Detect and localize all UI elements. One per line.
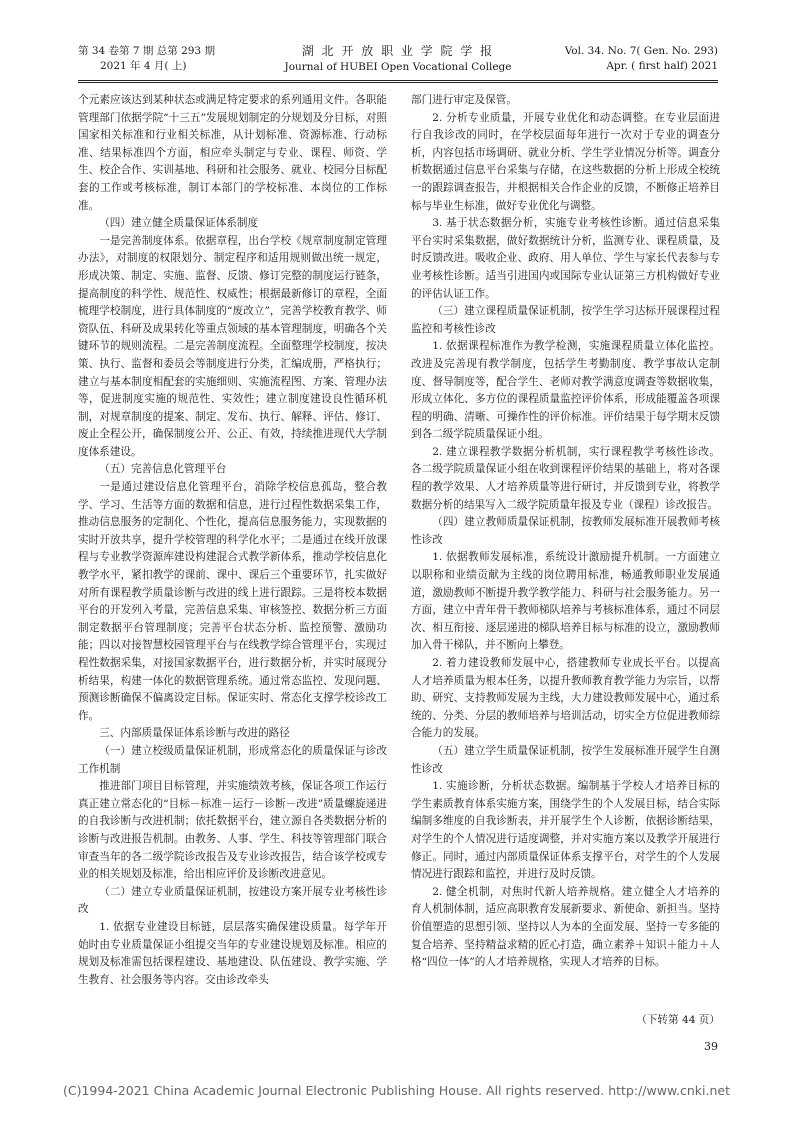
right-column	[411, 92, 720, 972]
paragraph: 3. 基于状态数据分析，实施专业考核性诊断。通过信息采集平台实时采集数据，做好数据统计分析，监测专业、课程质量，及时反馈改进。吸收企业、政府、用人单位、学生与家长代表参与专业考核性诊断。适当引进国内或国际专业认证第三方机构做好专业的评估认证工作。	[411, 217, 720, 300]
paragraph: 1. 实施诊断，分析状态数据。编制基于学校人才培养目标的学生素质教育体系实施方案，围绕学生的个人发展目标，结合实际编制多维度的自我诊断表，并开展学生个人诊断，依据诊断结果，对学生的个人情况进行适度调整，并对实施方案以及教学开展进行修正。同时，通过内部质量保证体系支撑平台，对学生的个人发展情况进行跟踪和监控，并进行及时反馈。	[411, 780, 720, 881]
paragraph: 1. 依据教师发展标准，系统设计激励提升机制。一方面建立以职称和业绩贡献为主线的岗位聘用标准，畅通教师职业发展通道，激励教师不断提升教学教学能力、科研与社会服务能力。另一方面，建立中青年骨干教师梯队培养与考核标准体系，通过不同层次、相互衔接、逐层递进的梯队培养目标与标准的设立，激励教师加入骨干梯队，并不断向上攀登。	[411, 551, 720, 652]
volume-issue-en: Vol. 34. No. 7( Gen. No. 293)	[564, 45, 718, 57]
paragraph: 一是完善制度体系。依据章程，出台学校《规章制度制定管理办法》，对制度的权限划分、制定程序和适用规则做出统一规定，形成决策、制定、实施、监督、反馈、修订完整的制度运行链条，提高制度的科学性、规范性、权威性；根据最新修订的章程，全面梳理学校制度，进行具体制度的“废改立”，完善学校教育教学、师资队伍、科研及成果转化等重点领域的基本管理制度，明确各个关键环节的规则流程。二是完善制度流程。全面整理学校制度，按决策、执行、监督和委员会等制度进行分类，汇编成册，严格执行；建立与基本制度相配套的实施细则、实施流程图、方案、管理办法等，促进制度实施的规范性、实效性；建立制度建设良性循环机制，对规章制度的提案、制定、发布、执行、解释、评估、修订、废止全程公开，确保制度公开、公正、有效，持续推进现代大学制度体系建设。	[78, 234, 387, 458]
copyright-footer: (C)1994-2021 China Academic Journal Electronic Publishing House. All rights reserved. http://www.cnki.net	[63, 1083, 730, 1098]
running-header	[78, 44, 718, 84]
paragraph: 1. 依据专业建设目标链，层层落实确保建设质量。每学年开始时由专业质量保证小组提交当年的专业建设规划及标准。相应的规划及标准需包括课程建设、基地建设、队伍建设、教学实施、学生教育、社会服务等内容。交由诊改牵头	[78, 920, 387, 986]
paragraph: 2. 着力建设教师发展中心，搭建教师专业成长平台。以提高人才培养质量为根本任务，以提升教师教育教学能力为宗旨，以帮助、研究、支持教师发展为主线，大力建设教师发展中心，通过系统的、分类、分层的教师培养与培训活动，切实全方位促进教师综合能力的发展。	[411, 657, 720, 740]
paragraph: 2. 健全机制，对焦时代新人培养规格。建立健全人才培养的育人机制体制，适应高职教育发展新要求、新使命、新担当。坚持价值塑造的思想引领、坚持以人为本的全面发展、坚持一专多能的复合培养、坚持精益求精的匠心打造，确立素养＋知识＋能力＋人格“四位一体”的人才培养规格，实现人才培养的目标。	[411, 885, 720, 969]
section-heading: （五）完善信息化管理平台	[99, 463, 227, 476]
section-heading: （三）建立课程质量保证机制，按学生学习达标开展课程过程监控和考核性诊改	[411, 305, 720, 335]
paragraph: 一是通过建设信息化管理平台，消除学校信息孤岛，整合教学、学习、生活等方面的数据和信息，进行过程性数据采集工作，推动信息服务的定制化、个性化，提高信息服务能力，实现数据的实时开放共享，提升学校管理的科学化水平；二是通过在线开放课程与专业教学资源库建设构建混合式教学新体系，推动学校信息化教学水平，紧扣教学的课前、课中、课后三个重要环节，扎实做好对所有课程教学质量诊断与改进的线上进行跟踪。三是将校本数据平台的开发列入考量，完善信息采集、审核签控、数据分析三方面制定数据平台管理制度；完善平台状态分析、监控预警、激励功能；四以对接智慧校园管理平台与在线教学综合管理平台，实现过程性数据采集，对接国家数据平台，进行数据分析，并实时展现分析结果，构建一体化的数据管理系统。通过常态监控、发现问题、预测诊断确保不偏离设定目标。保证实时、常态化支撑学校诊改工作。	[78, 481, 387, 722]
section-heading: （一）建立校级质量保证机制，形成常态化的质量保证与诊改工作机制	[78, 744, 387, 775]
issue-date: 2021 年 4 月( 上)	[100, 60, 187, 72]
issue-date-en: Apr. ( first half) 2021	[606, 60, 718, 72]
page-number: 39	[704, 1040, 718, 1053]
continued-reference: （下转第 44 页）	[636, 1014, 720, 1026]
header-rule	[78, 80, 718, 81]
section-heading: （二）建立专业质量保证机制，按建设方案开展专业考核性诊改	[78, 885, 387, 916]
journal-title-en: Journal of HUBEI Open Vocational College	[284, 61, 512, 73]
paragraph: 推进部门项目目标管理，并实施绩效考核，保证各项工作运行真正建立常态化的“目标－标准－运行－诊断－改进”质量螺旋递进的自我诊断与改进机制；依托数据平台，建立源自各类数据分析的诊断与改进报告机制。由教务、人事、学生、科技等管理部门联合审查当年的各二级学院诊改报告及专业诊改报告，结合该学校或专业的相关规划及标准，给出相应评价及诊断改进意见。	[78, 780, 387, 881]
section-heading: （五）建立学生质量保证机制，按学生发展标准开展学生自测性诊改	[411, 744, 720, 775]
journal-title-cn: 湖 北 开 放 职 业 学 院 学 报	[301, 44, 495, 58]
paragraph: 部门进行审定及保管。	[411, 94, 517, 106]
section-heading: （四）建立教师质量保证机制，按教师发展标准开展教师考核性诊改	[411, 516, 720, 546]
section-heading: 三、内部质量保证体系诊断与改进的路径	[99, 727, 290, 740]
volume-issue: 第 34 卷第 7 期 总第 293 期	[78, 45, 215, 57]
section-heading: （四）建立健全质量保证体系制度	[99, 217, 259, 230]
paragraph: 1. 依据课程标准作为教学检测，实施课程质量立体化监控。改进及完善现有教学制度，包括学生考勤制度、教学事故认定制度、督导制度等，配合学生、老师对教学满意度调查等数据收集，形成立体化、多方位的课程质量监控评价体系，形成能覆盖各项课程的明确、清晰、可操作性的评价标准。评价结果于每学期末反馈到各二级学院质量保证小组。	[411, 340, 720, 441]
header-rule-thin	[78, 82, 718, 83]
paragraph: 2. 分析专业质量，开展专业优化和动态调整。在专业层面进行自我诊改的同时，在学校层面每年进行一次对于专业的调查分析，内容包括市场调研、就业分析、学生学业情况分析等。调查分析数据通过信息平台采集与存储，在这些数据的分析上形成全校统一的跟踪调查报告，并根据相关合作企业的反馈，不断修正培养目标与毕业生标准，做好专业优化与调整。	[411, 111, 720, 212]
header-right	[565, 44, 718, 74]
left-column	[78, 92, 387, 989]
paragraph: 2. 建立课程教学数据分析机制，实行课程教学考核性诊改。各二级学院质量保证小组在收到课程评价结果的基础上，将对各课程的教学效果、人才培养质量等进行研讨，并反馈到专业，将教学数据分析的结果写入二级学院质量年报及专业（课程）诊改报告。	[411, 445, 720, 511]
paragraph: 个元素应该达到某种状态或满足特定要求的系列通用文件。各职能管理部门依据学院“十三五”发展规划制定的分规划及分目标，对照国家相关标准和行业相关标准，从计划标准、资源标准、行动标准、结果标准四个方面，相应牵头制定与专业、课程、师资、学生、校企合作、实训基地、科研和社会服务、就业、校园分目标配套的工作或考核标准，制订本部门的学校标准、本岗位的工作标准。	[78, 94, 387, 212]
